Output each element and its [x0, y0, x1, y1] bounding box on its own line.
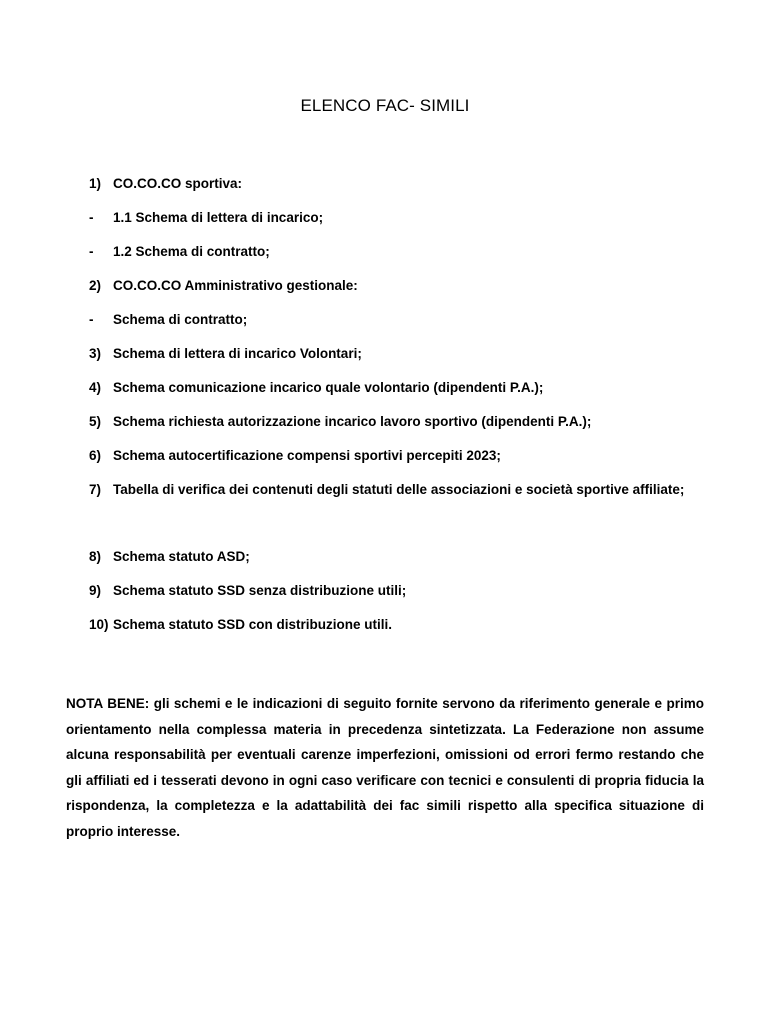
list-item	[89, 615, 705, 649]
list-item-text: Schema statuto ASD;	[113, 549, 250, 564]
list-item-text: CO.CO.CO sportiva:	[113, 176, 243, 191]
list-item	[89, 310, 705, 344]
list-marker: 8)	[89, 549, 102, 564]
list-marker: 6)	[89, 448, 102, 463]
list-item	[89, 480, 705, 547]
list-marker: 9)	[89, 583, 102, 598]
list-item-text: CO.CO.CO Amministrativo gestionale:	[113, 278, 358, 293]
list-item-text: Schema richiesta autorizzazione incarico lavoro sportivo (dipendenti P.A.);	[113, 414, 592, 429]
list-marker: 3)	[89, 346, 102, 361]
list-item	[89, 344, 705, 378]
list-item-text: Tabella di verifica dei contenuti degli statuti delle associazioni e società sportive affiliate;	[113, 482, 685, 497]
list-item	[89, 547, 705, 581]
list-item	[89, 276, 705, 310]
list-item-text: Schema autocertificazione compensi sportivi percepiti 2023;	[113, 448, 501, 463]
document-title: ELENCO FAC- SIMILI	[300, 96, 470, 115]
list-item-text: Schema statuto SSD con distribuzione utili.	[113, 617, 393, 632]
nota-bene-paragraph: NOTA BENE: gli schemi e le indicazioni di seguito fornite servono da riferimento generale e primo orientamento nella complessa materia in precedenza sintetizzata. La Federazione non assume alcuna responsabilità per eventuali carenze imperfezioni, omissioni od errori fermo restando che gli affiliati ed i tesserati devono in ogni caso verificare con tecnici e consulenti di propria fiducia la rispondenza, la completezza e la adattabilità dei fac simili rispetto alla specifica situazione di proprio interesse.	[66, 696, 704, 839]
list-item	[89, 208, 705, 242]
list-item-text: 1.2 Schema di contratto;	[113, 244, 270, 259]
list-item	[89, 412, 705, 446]
list-marker: 7)	[89, 482, 102, 497]
list-marker: 5)	[89, 414, 102, 429]
list-marker: 10)	[89, 617, 109, 632]
list-item-text: Schema statuto SSD senza distribuzione utili;	[113, 583, 407, 598]
list-marker: -	[89, 312, 94, 327]
fac-simili-list	[89, 174, 705, 649]
list-item	[89, 378, 705, 412]
list-marker: -	[89, 210, 94, 225]
list-marker: 4)	[89, 380, 102, 395]
list-item-text: 1.1 Schema di lettera di incarico;	[113, 210, 324, 225]
list-item	[89, 174, 705, 208]
list-item	[89, 242, 705, 276]
list-item-text: Schema comunicazione incarico quale volontario (dipendenti P.A.);	[113, 380, 544, 395]
list-marker: 1)	[89, 176, 102, 191]
list-marker: -	[89, 244, 94, 259]
list-item	[89, 581, 705, 615]
list-item-text: Schema di contratto;	[113, 312, 248, 327]
list-marker: 2)	[89, 278, 102, 293]
list-item-text: Schema di lettera di incarico Volontari;	[113, 346, 362, 361]
